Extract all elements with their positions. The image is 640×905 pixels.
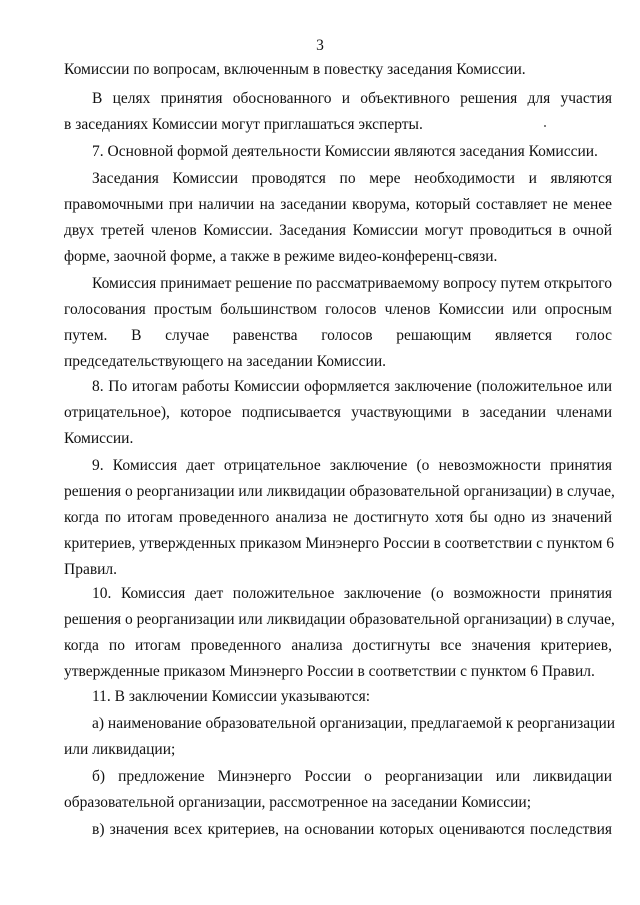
list-item-v [64,817,612,843]
list-item-a [64,711,616,763]
text-line: форме, заочной форме, а также в режиме видео-конференц-связи. [64,248,498,265]
text-line: правомочными при наличии на заседании кворума, который составляет не менее [64,196,612,213]
text-line: 10. Комиссия дает положительное заключение (о возможности принятия [92,585,612,602]
text-line: Заседания Комиссии проводятся по мере необходимости и являются [92,170,612,187]
text-line: Комиссии. [64,430,134,447]
paragraph-9 [64,453,615,583]
text-line: решения о реорганизации или ликвидации образовательной организации) в случае, [64,611,615,628]
text-line: 11. В заключении Комиссии указываются: [92,688,371,705]
text-line: или ликвидации; [64,741,176,758]
paragraph-11 [64,684,612,710]
text-line: Правил. [64,561,118,578]
text-line: когда по итогам проведенного анализа не достигнуто хотя бы одно из значений [64,509,612,526]
text-line: образовательной организации, рассмотренное на заседании Комиссии; [64,794,531,811]
text-line: двух третей членов Комиссии. Заседания Комиссии могут проводиться в очной [64,222,612,239]
paragraph-quorum [64,166,612,270]
text-line: в заседаниях Комиссии могут приглашаться эксперты. [64,116,423,133]
text-line: б) предложение Минэнерго России о реорганизации или ликвидации [92,768,612,785]
paragraph-voting [64,271,612,375]
text-line: В целях принятия обоснованного и объективного решения для участия [92,90,612,107]
text-line: в) значения всех критериев, на основании которых оцениваются последствия [92,821,612,838]
text-line: 9. Комиссия дает отрицательное заключение (о невозможности принятия [92,457,612,474]
paragraph-7 [64,139,612,165]
text-line: отрицательное), которое подписывается участвующими в заседании членами [64,404,612,421]
text-line: решения о реорганизации или ликвидации образовательной организации) в случае, [64,483,615,500]
text-line: критериев, утвержденных приказом Минэнерго России в соответствии с пунктом 6 [64,535,615,552]
text-line: Комиссия принимает решение по рассматриваемому вопросу путем открытого [92,275,612,292]
text-line: утвержденные приказом Минэнерго России в соответствии с пунктом 6 Правил. [64,663,595,680]
paragraph-experts [64,86,612,138]
paragraph-continuation [64,57,612,83]
text-line: а) наименование образовательной организации, предлагаемой к реорганизации [92,715,616,732]
text-line: 8. По итогам работы Комиссии оформляется заключение (положительное или [92,378,612,395]
page-number: 3 [316,37,324,54]
paragraph-8 [64,374,612,452]
text-line: голосования простым большинством голосов членов Комиссии или опросным [64,301,612,318]
text-line: когда по итогам проведенного анализа достигнуты все значения критериев, [64,637,612,654]
text-line: председательствующего на заседании Комиссии. [64,353,387,370]
text-line: путем. В случае равенства голосов решающим является голос [64,327,612,344]
paragraph-10 [64,581,615,685]
text-line: 7. Основной формой деятельности Комиссии являются заседания Комиссии. [92,143,598,160]
text-line: Комиссии по вопросам, включенным в повестку заседания Комиссии. [64,61,526,78]
list-item-b [64,764,612,816]
